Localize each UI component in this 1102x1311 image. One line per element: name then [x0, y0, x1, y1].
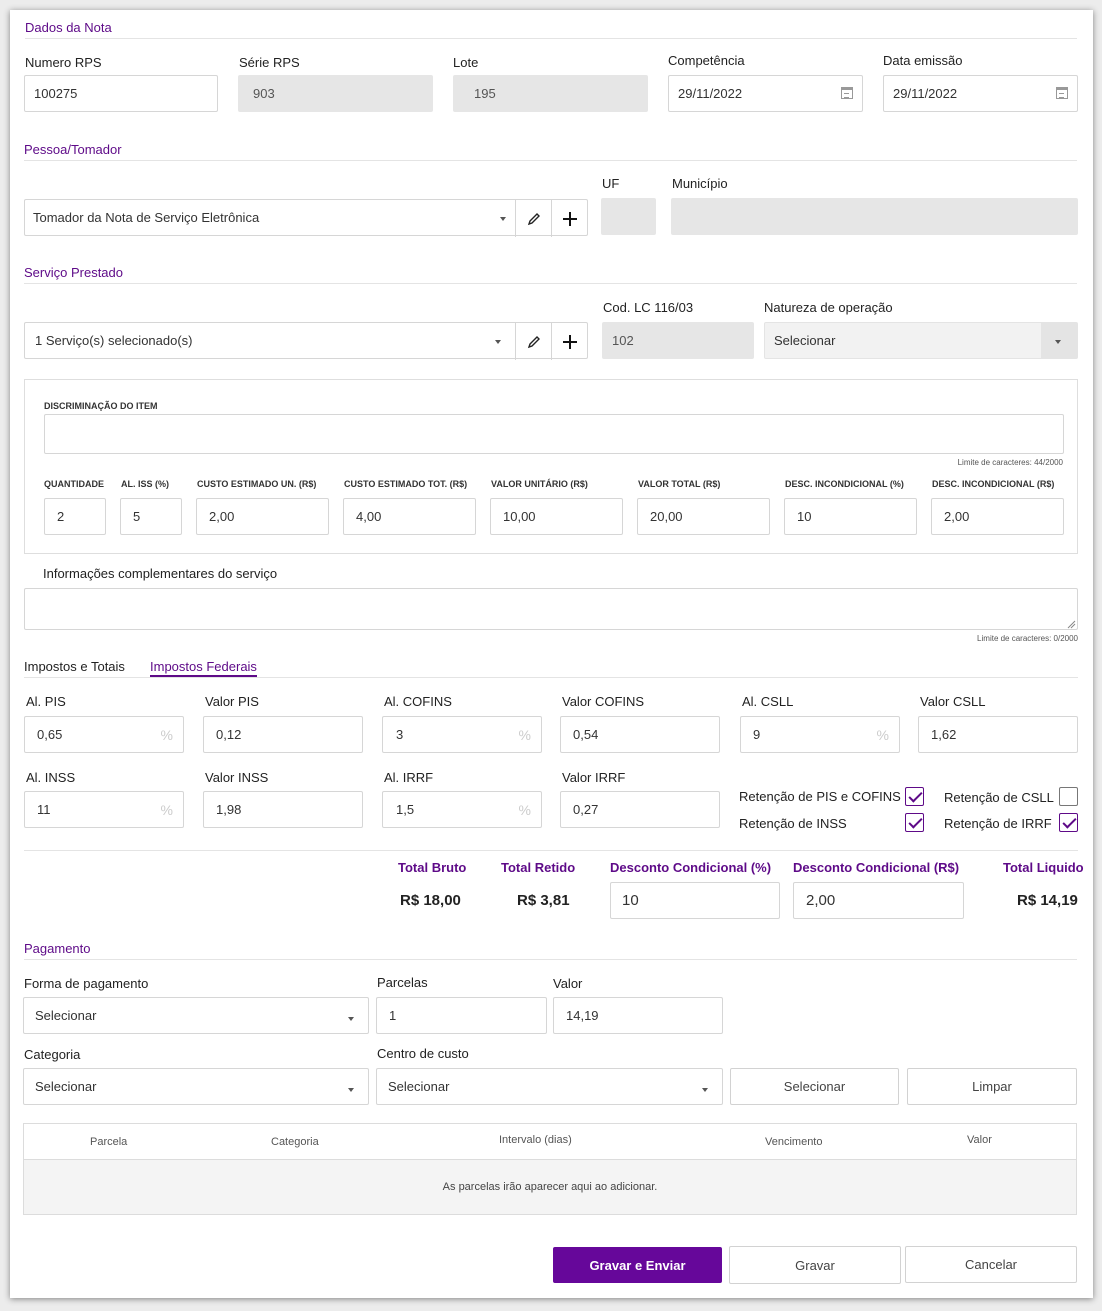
column-header-intervalo: Intervalo (dias): [499, 1134, 572, 1146]
municipio-input: [671, 198, 1078, 235]
ret-csll-label: Retenção de CSLL: [944, 790, 1054, 805]
valor-pis-label: Valor PIS: [205, 694, 259, 709]
categoria-select[interactable]: [23, 1068, 369, 1105]
selecionar-button[interactable]: Selecionar: [730, 1068, 899, 1105]
tomador-value: Tomador da Nota de Serviço Eletrônica: [33, 210, 260, 225]
chevron-down-icon: [1055, 340, 1061, 344]
serie-rps-label: Série RPS: [239, 55, 300, 70]
al-iss-label: AL. ISS (%): [121, 479, 170, 489]
limpar-button[interactable]: Limpar: [907, 1068, 1077, 1105]
cancelar-button[interactable]: Cancelar: [905, 1246, 1077, 1283]
desconto-pct-label: Desconto Condicional (%): [610, 860, 772, 875]
valor-irrf-label: Valor IRRF: [562, 770, 626, 785]
info-compl-char-limit: Limite de caracteres: 0/2000: [977, 634, 1078, 643]
al-irrf-value: 1,5: [396, 802, 415, 817]
serie-rps-input: 903: [238, 75, 433, 112]
edit-servico-button[interactable]: [515, 323, 551, 360]
uf-label: UF: [602, 176, 620, 191]
al-pis-label: Al. PIS: [26, 694, 66, 709]
categoria-value: Selecionar: [35, 1079, 97, 1094]
centro-custo-value: Selecionar: [388, 1079, 450, 1094]
parcelas-input[interactable]: 1: [376, 997, 547, 1034]
al-csll-value: 9: [753, 727, 761, 742]
edit-tomador-button[interactable]: [515, 200, 551, 237]
section-title-servico: Serviço Prestado: [24, 265, 123, 280]
total-retido-label: Total Retido: [501, 860, 576, 875]
calendar-icon[interactable]: [1056, 87, 1068, 99]
total-retido-value: R$ 3,81: [517, 892, 570, 909]
info-compl-textarea[interactable]: [24, 588, 1078, 630]
total-bruto-value: R$ 18,00: [400, 892, 461, 909]
desconto-rs-label: Desconto Condicional (R$): [793, 860, 960, 875]
total-liquido-label: Total Liquido: [1003, 860, 1084, 875]
chevron-down-icon: [702, 1088, 708, 1092]
table-header-row: [24, 1124, 1076, 1160]
valor-total-input[interactable]: 20,00: [637, 498, 770, 535]
valor-pis-input[interactable]: 0,12: [203, 716, 363, 753]
parcelas-label: Parcelas: [377, 975, 428, 990]
cod-lc-input: 102: [602, 322, 754, 359]
percent-icon: %: [518, 802, 531, 818]
column-header-parcela: Parcela: [90, 1136, 128, 1148]
valor-cofins-input[interactable]: 0,54: [560, 716, 720, 753]
ret-irrf-checkbox[interactable]: [1059, 813, 1078, 832]
percent-icon: %: [876, 727, 889, 743]
custo-tot-input[interactable]: 4,00: [343, 498, 476, 535]
al-csll-input[interactable]: [740, 716, 900, 753]
parcelas-table: [23, 1123, 1077, 1215]
numero-rps-label: Numero RPS: [25, 55, 102, 70]
al-cofins-label: Al. COFINS: [384, 694, 452, 709]
municipio-label: Município: [672, 176, 728, 191]
chevron-down-icon: [495, 340, 501, 344]
ret-inss-label: Retenção de INSS: [739, 816, 847, 831]
cod-lc-label: Cod. LC 116/03: [603, 300, 694, 315]
divider: [24, 677, 1078, 678]
al-inss-input[interactable]: [24, 791, 184, 828]
percent-icon: %: [518, 727, 531, 743]
custo-un-label: CUSTO ESTIMADO UN. (R$): [197, 479, 317, 489]
servico-select[interactable]: [24, 322, 588, 359]
column-header-vencimento: Vencimento: [765, 1136, 823, 1148]
gravar-button[interactable]: Gravar: [729, 1246, 901, 1284]
item-panel: [24, 379, 1078, 554]
al-iss-input[interactable]: 5: [120, 498, 182, 535]
lote-label: Lote: [453, 55, 479, 70]
table-empty-message: As parcelas irão aparecer aqui ao adicionar.: [24, 1160, 1076, 1214]
uf-input: [601, 198, 656, 235]
tab-impostos-totais[interactable]: Impostos e Totais: [24, 659, 125, 674]
resize-handle-icon[interactable]: [1067, 620, 1076, 629]
al-pis-input[interactable]: [24, 716, 184, 753]
add-tomador-button[interactable]: [551, 200, 587, 237]
categoria-label: Categoria: [24, 1047, 81, 1062]
forma-pagamento-select[interactable]: [23, 997, 369, 1034]
divider: [24, 160, 1077, 161]
pencil-icon: [526, 211, 542, 227]
discriminacao-label: DISCRIMINAÇÃO DO ITEM: [44, 401, 158, 411]
section-title-pagamento: Pagamento: [24, 941, 91, 956]
servico-value: 1 Serviço(s) selecionado(s): [35, 333, 193, 348]
data-emissao-value: 29/11/2022: [893, 86, 958, 101]
total-bruto-label: Total Bruto: [398, 860, 467, 875]
al-cofins-value: 3: [396, 727, 404, 742]
centro-custo-label: Centro de custo: [377, 1046, 469, 1061]
al-pis-value: 0,65: [37, 727, 63, 742]
competencia-label: Competência: [668, 53, 745, 68]
chevron-down-icon: [500, 217, 506, 221]
chevron-down-icon: [348, 1017, 354, 1021]
data-emissao-date-input[interactable]: [883, 75, 1078, 112]
natureza-select[interactable]: [764, 322, 1078, 359]
divider: [24, 959, 1077, 960]
al-irrf-label: Al. IRRF: [384, 770, 434, 785]
desc-incond-pct-label: DESC. INCONDICIONAL (%): [785, 479, 904, 489]
competencia-value: 29/11/2022: [678, 86, 743, 101]
custo-tot-label: CUSTO ESTIMADO TOT. (R$): [344, 479, 468, 489]
al-irrf-input[interactable]: [382, 791, 542, 828]
valor-cofins-label: Valor COFINS: [562, 694, 645, 709]
pencil-icon: [526, 334, 542, 350]
data-emissao-label: Data emissão: [883, 53, 963, 68]
percent-icon: %: [160, 802, 173, 818]
ret-irrf-label: Retenção de IRRF: [944, 816, 1052, 831]
valor-total-label: VALOR TOTAL (R$): [638, 479, 721, 489]
calendar-icon[interactable]: [841, 87, 853, 99]
quantidade-input[interactable]: 2: [44, 498, 106, 535]
valor-unitario-input[interactable]: 10,00: [490, 498, 623, 535]
ret-csll-checkbox[interactable]: [1059, 787, 1078, 806]
tomador-select[interactable]: [24, 199, 588, 236]
valor-csll-label: Valor CSLL: [920, 694, 986, 709]
nfse-form: [10, 10, 1093, 1298]
column-header-categoria: Categoria: [271, 1136, 319, 1148]
divider: [24, 850, 1078, 851]
column-header-valor: Valor: [967, 1134, 992, 1146]
competencia-date-input[interactable]: [668, 75, 863, 112]
al-inss-label: Al. INSS: [26, 770, 76, 785]
divider: [24, 283, 1077, 284]
section-title-pessoa: Pessoa/Tomador: [24, 142, 122, 157]
desconto-rs-input[interactable]: 2,00: [793, 882, 964, 919]
custo-un-input[interactable]: 2,00: [196, 498, 329, 535]
natureza-label: Natureza de operação: [764, 300, 893, 315]
lote-input: 195: [453, 75, 648, 112]
centro-custo-select[interactable]: [376, 1068, 723, 1105]
chevron-down-icon: [348, 1088, 354, 1092]
al-csll-label: Al. CSLL: [742, 694, 794, 709]
info-compl-label: Informações complementares do serviço: [43, 566, 278, 581]
tab-impostos-federais[interactable]: Impostos Federais: [150, 659, 257, 674]
total-liquido-value: R$ 14,19: [1017, 892, 1078, 909]
add-servico-button[interactable]: [551, 323, 587, 360]
numero-rps-input[interactable]: 100275: [24, 75, 218, 112]
discriminacao-input[interactable]: [44, 414, 1064, 454]
section-title-dados-nota: Dados da Nota: [25, 20, 112, 35]
desconto-pct-input[interactable]: 10: [610, 882, 780, 919]
valor-unitario-label: VALOR UNITÁRIO (R$): [491, 479, 588, 489]
plus-icon: [562, 334, 578, 350]
quantidade-label: QUANTIDADE: [44, 479, 104, 489]
ret-pis-cofins-label: Retenção de PIS e COFINS: [739, 789, 901, 804]
percent-icon: %: [160, 727, 173, 743]
valor-inss-input[interactable]: 1,98: [203, 791, 363, 828]
al-cofins-input[interactable]: [382, 716, 542, 753]
forma-pagamento-label: Forma de pagamento: [24, 976, 149, 991]
valor-irrf-input[interactable]: 0,27: [560, 791, 720, 828]
ret-inss-checkbox[interactable]: [905, 813, 924, 832]
valor-pagamento-label: Valor: [553, 976, 583, 991]
forma-pagamento-value: Selecionar: [35, 1008, 97, 1023]
gravar-enviar-button[interactable]: Gravar e Enviar: [553, 1247, 722, 1283]
ret-pis-cofins-checkbox[interactable]: [905, 787, 924, 806]
valor-inss-label: Valor INSS: [205, 770, 269, 785]
desc-incond-pct-input[interactable]: 10: [784, 498, 917, 535]
valor-csll-input[interactable]: 1,62: [918, 716, 1078, 753]
discriminacao-char-limit: Limite de caracteres: 44/2000: [957, 458, 1063, 467]
valor-pagamento-input[interactable]: 14,19: [553, 997, 723, 1034]
divider: [25, 38, 1077, 39]
desc-incond-rs-input[interactable]: 2,00: [931, 498, 1064, 535]
plus-icon: [562, 211, 578, 227]
natureza-value: Selecionar: [774, 333, 836, 348]
al-inss-value: 11: [37, 802, 51, 817]
desc-incond-rs-label: DESC. INCONDICIONAL (R$): [932, 479, 1055, 489]
